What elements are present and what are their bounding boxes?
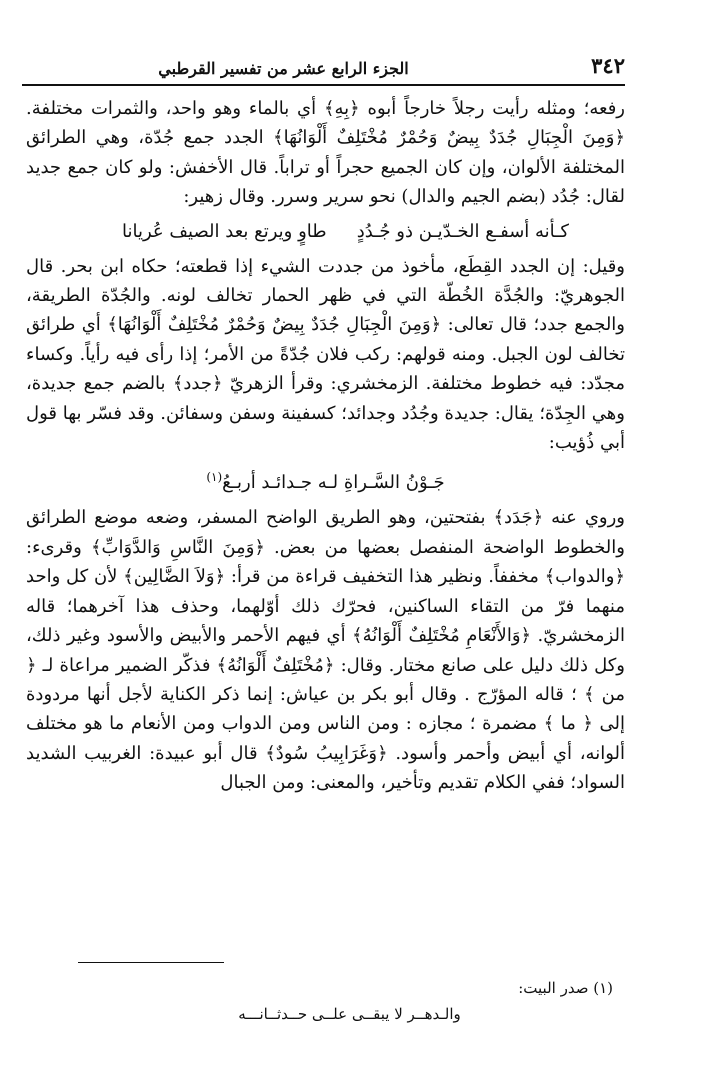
paragraph-1: رفعه؛ ومثله رأيت رجلاً خارجاً أبوه ﴿بِهِ﴾ أي بالماء وهو واحد، والثمرات مختلفة. ﴿وَمِنَ الْجِبَالِ جُدَدٌ بِيضٌ وَحُمْرٌ مُخْتَلِفٌ أَلْوَانُهَا﴾ الجدد جمع جُدّة، وهي الطرائق المختلفة الألوان، وإن كان الجميع حجراً أو تراباً. قال الأخفش: ولو كان جمع جديد لقال: جُدُد (بضم الجيم والدال) نحو سرير وسرر. وقال زهير: bbox=[26, 98, 625, 208]
footnote-label: (١) صدر البيت: bbox=[518, 979, 613, 997]
paragraph-2: وقيل: إن الجدد القِطَع، مأخوذ من جددت الشيء إذا قطعته؛ حكاه ابن بحر. قال الجوهريّ: والجُدَّة الخُطّة التي في ظهر الحمار تخالف لونه. والجُدّة الطريقة، والجمع جدد؛ قال تعالى: ﴿وَمِنَ الْجِبَالِ جُدَدٌ بِيضٌ وَحُمْرٌ مُخْتَلِفٌ أَلْوَانُهَا﴾ أي طرائق تخالف لون الجبل. ومنه قولهم: ركب فلان جُدّةً من الأمر؛ إذا رأى فيه رأياً. وكساء مجدّد: فيه خطوط مختلفة. الزمخشري: وقرأ الزهريّ ﴿جدد﴾ بالضم جمع جديدة، وهي الجِدّة؛ يقال: جديدة وجُدُد وجدائد؛ كسفينة وسفن وسفائن. وقد فسّر بها قول أبي ذُؤيب: bbox=[26, 255, 625, 454]
poem-verse-zuhair bbox=[26, 216, 625, 248]
page-header bbox=[22, 48, 625, 86]
body-text bbox=[26, 94, 625, 798]
verse-hemistich: جَـوْنُ السَّـراةِ لـه جـدائـد أربـعُ bbox=[222, 472, 445, 494]
footnote-divider bbox=[78, 962, 224, 963]
poem-verse-abu-dhuayb bbox=[26, 461, 625, 499]
page-number: ٣٤٢ bbox=[591, 53, 625, 78]
footnote-verse: والـدهــر لا يبقــى علــى حــدثــانـــه bbox=[238, 1005, 461, 1023]
verse-first-hemistich: كـأنه أسفـع الخـدّيـن ذو جُـدُدٍ bbox=[356, 220, 569, 242]
running-title: الجزء الرابع عشر من تفسير القرطبي bbox=[158, 59, 409, 78]
footnote-marker: (١) bbox=[206, 470, 223, 485]
paragraph-3: وروي عنه ﴿جَدَد﴾ بفتحتين، وهو الطريق الواضح المسفر، وضعه موضع الطرائق والخطوط الواضحة المنفصل بعضها من بعض. ﴿وَمِنَ النَّاسِ وَالدَّوَابِّ﴾ وقرىء: ﴿والدواب﴾ مخففاً. ونظير هذا التخفيف قراءة من قرأ: ﴿وَلاَ الضَّالِين﴾ لأن كل واحد منهما فرّ من التقاء الساكنين، فحرّك ذلك أوّلهما، وحذف هذا آخرهما؛ قاله الزمخشريّ. ﴿وَالأَنْعَامِ مُخْتَلِفٌ أَلْوَانُهُ﴾ أي فيهم الأحمر والأبيض والأسود وغير ذلك، وكل ذلك دليل على صانع مختار. وقال: ﴿مُخْتَلِفٌ أَلْوَانُهُ﴾ فذكّر الضمير مراعاة لـ ﴿ من ﴾ ؛ قاله المؤرّج . وقال أبو بكر بن عياش: إنما ذكر الكناية لأجل أنها مردودة إلى ﴿ ما ﴾ مضمرة ؛ مجازه : ومن الناس ومن الدواب ومن الأنعام ما هو مختلف ألوانه، أي أبيض وأحمر وأسود. ﴿وَغَرَابِيبُ سُودٌ﴾ قال أبو عبيدة: الغربيب الشديد السواد؛ ففي الكلام تقديم وتأخير، والمعنى: ومن الجبال bbox=[26, 507, 626, 794]
verse-second-hemistich: طاوٍ ويرتع بعد الصيف عُريانا bbox=[122, 220, 327, 242]
footnote bbox=[26, 975, 613, 1027]
